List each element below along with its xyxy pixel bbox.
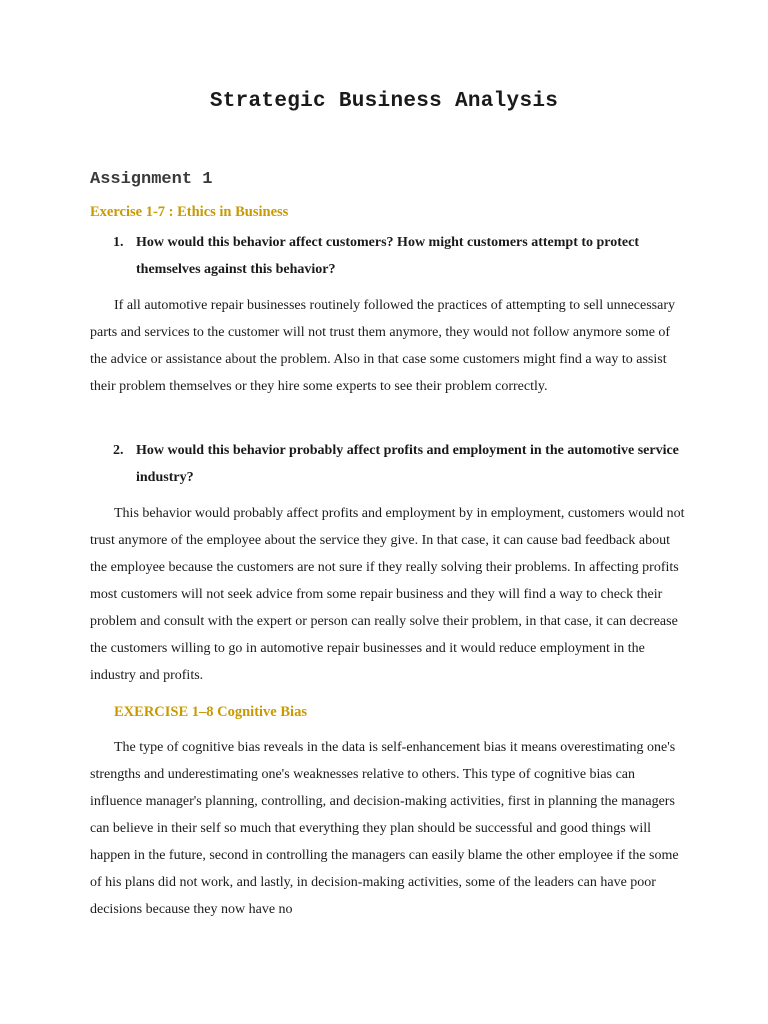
question-1 bbox=[90, 229, 686, 283]
exercise-1-7-heading: Exercise 1-7 : Ethics in Business bbox=[90, 204, 289, 220]
answer-2-paragraph: This behavior would probably affect profits and employment by in employment, customers would not trust anymore of the employee about the service they give. In that case, it can cause bad feedback about the employee because the customers are not sure if they really solving their problems. In affecting profits most customers will not seek advice from some repair business and they will find a way to check their problem and consult with the expert or person can really solve their problem, in that case, it can decrease the customers willing to go in automotive repair businesses and it would reduce employment in the industry and profits. bbox=[90, 506, 685, 683]
question-1-text: How would this behavior affect customers? How might customers attempt to protect themselves against this behavior? bbox=[136, 235, 640, 277]
assignment-heading: Assignment 1 bbox=[90, 170, 213, 189]
answer-1-paragraph: If all automotive repair businesses routinely followed the practices of attempting to sell unnecessary parts and services to the customer will not trust them anymore, they would not follow anymore some of the advice or assistance about the problem. Also in that case some customers might find a way to assist their problem themselves or they hire some experts to see their problem correctly. bbox=[90, 298, 675, 394]
exercise-1-8-heading: EXERCISE 1–8 Cognitive Bias bbox=[114, 704, 307, 720]
question-1-number: 1. bbox=[113, 235, 124, 250]
question-2-text: How would this behavior probably affect profits and employment in the automotive service industry? bbox=[136, 443, 679, 485]
document-title: Strategic Business Analysis bbox=[209, 90, 559, 113]
question-2-number: 2. bbox=[113, 443, 124, 458]
cognitive-bias-paragraph: The type of cognitive bias reveals in the data is self-enhancement bias it means overestimating one's strengths and underestimating one's weaknesses relative to others. This type of cognitive bias can influence manager's planning, controlling, and decision-making activities, first in planning the managers can believe in their self so much that everything they plan should be successful and good things will happen in the future, second in controlling the managers can easily blame the other employee if the some of his plans did not work, and lastly, in decision-making activities, some of the leaders can have poor decisions because they now have no bbox=[90, 740, 679, 917]
question-2 bbox=[90, 437, 686, 491]
